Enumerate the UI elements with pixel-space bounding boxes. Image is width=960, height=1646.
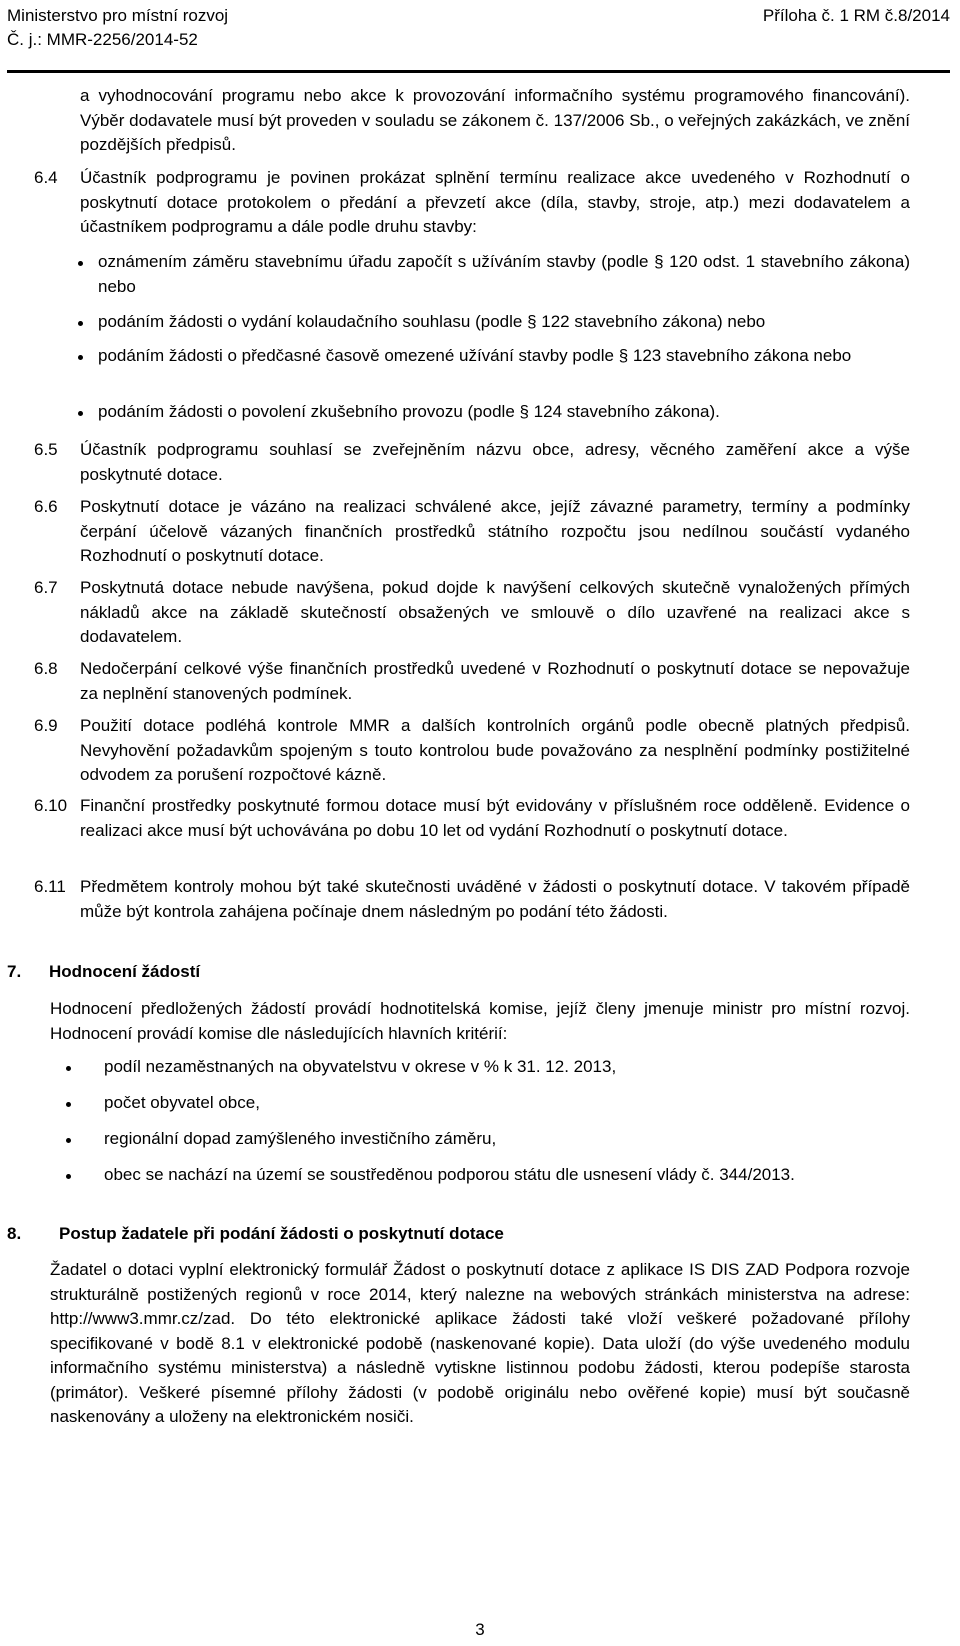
item-6-8	[34, 657, 910, 706]
bullet-item	[98, 310, 910, 335]
bullet-item	[98, 344, 910, 369]
criteria-text: obec se nachází na území se soustředěnou podporou státu dle usnesení vlády č. 344/2013.	[104, 1165, 795, 1184]
bullet-icon	[78, 321, 83, 326]
header-left	[7, 4, 228, 52]
bullet-item	[98, 400, 910, 425]
bullet-item	[98, 250, 910, 299]
item-6-5	[34, 438, 910, 487]
item-number: 6.5	[34, 440, 58, 459]
item-text: Účastník podprogramu je povinen prokázat splnění termínu realizace akce uvedeného v Rozhodnutí o poskytnutí dotace protokolem o předání a převzetí akce (díla, stavby, stroje, atp.) mezi dodavatelem a účastníkem podprogramu a dále podle druhu stavby:	[80, 168, 910, 236]
item-number: 6.6	[34, 497, 58, 516]
bullet-text: oznámením záměru stavebnímu úřadu započít s užíváním stavby (podle § 120 odst. 1 stavebního zákona) nebo	[98, 252, 910, 296]
section-number: 8.	[7, 1224, 22, 1243]
item-6-6	[34, 495, 910, 569]
section-7-heading	[7, 960, 200, 985]
item-number: 6.11	[34, 877, 66, 896]
page-header	[7, 4, 950, 66]
item-text: Poskytnutí dotace je vázáno na realizaci schválené akce, jejíž závazné parametry, termíny a podmínky čerpání účelově vázaných finančních prostředků státního rozpočtu jsou nedílnou součástí vydaného Rozhodnutí o poskytnutí dotace.	[80, 497, 910, 565]
header-ministry: Ministerstvo pro místní rozvoj	[7, 6, 229, 25]
bullet-icon	[66, 1102, 71, 1107]
header-attachment: Příloha č. 1 RM č.8/2014	[762, 6, 950, 25]
bullet-icon	[78, 411, 83, 416]
section-title: Hodnocení žádostí	[49, 962, 201, 981]
item-6-7	[34, 576, 910, 650]
bullet-icon	[78, 261, 83, 266]
item-number: 6.8	[34, 659, 58, 678]
criteria-item	[104, 1127, 910, 1152]
item-6-4	[34, 166, 910, 240]
item-text: Předmětem kontroly mohou být také skutečnosti uváděné v žádosti o poskytnutí dotace. V takovém případě může být kontrola zahájena počínaje dnem následným po podání této žádosti.	[80, 877, 910, 921]
item-text: Nedočerpání celkové výše finančních prostředků uvedené v Rozhodnutí o poskytnutí dotace se nepovažuje za neplnění stanovených podmínek.	[80, 659, 910, 703]
item-6-11	[34, 875, 910, 924]
section-8-heading	[7, 1222, 504, 1247]
criteria-text: počet obyvatel obce,	[104, 1093, 260, 1112]
bullet-icon	[78, 355, 83, 360]
section-number: 7.	[7, 962, 22, 981]
item-number: 6.10	[34, 796, 68, 815]
criteria-item	[104, 1091, 910, 1116]
bullet-text: podáním žádosti o předčasné časově omezené užívání stavby podle § 123 stavebního zákona nebo	[98, 346, 852, 365]
item-number: 6.4	[34, 168, 58, 187]
item-text: Poskytnutá dotace nebude navýšena, pokud dojde k navýšení celkových skutečně vynaložených přímých nákladů akce na základě skutečností obsažených ve smlouvě o dílo uzavřené na realizaci akce s dodavatelem.	[80, 578, 910, 646]
criteria-item	[104, 1163, 910, 1188]
section-8-paragraph: Žadatel o dotaci vyplní elektronický formulář Žádost o poskytnutí dotace z aplikace IS DIS ZAD Podpora rozvoje strukturálně postižených regionů v roce 2014, který nalezne na webových stránkách ministerstva na adrese: http://www3.mmr.cz/zad. Do této elektronické aplikace žádosti také vloží veškeré požadované přílohy specifikované v bodě 8.1 v elektronické podobě (naskenované kopie). Data uloží (do výše uvedeného modulu informačního systému ministerstva) a následně vytiskne listinnou podobu žádosti, kterou podepíše starosta (primátor). Veškeré písemné přílohy žádosti (v podobě originálu nebo ověřené kopie) musí být současně naskenovány a uloženy na elektronickém nosiči.	[50, 1260, 910, 1426]
page-number: 3	[475, 1620, 485, 1639]
item-6-9	[34, 714, 910, 788]
item-text: Použití dotace podléhá kontrole MMR a dalších kontrolních orgánů podle obecně platných předpisů. Nevyhovění požadavkům spojeným s touto kontrolou bude považováno za nesplnění podmínky postižitelné odvodem za porušení rozpočtové kázně.	[80, 716, 910, 784]
intro-continuation: a vyhodnocování programu nebo akce k provozování informačního systému programového financování). Výběr dodavatele musí být proveden v souladu se zákonem č. 137/2006 Sb., o veřejných zakázkách, ve znění pozdějších předpisů.	[80, 86, 910, 154]
section-title: Postup žadatele při podání žádosti o poskytnutí dotace	[59, 1224, 504, 1243]
item-6-10	[34, 794, 910, 843]
bullet-icon	[66, 1174, 71, 1179]
bullet-icon	[66, 1066, 71, 1071]
item-number: 6.9	[34, 716, 58, 735]
header-rule	[7, 70, 950, 73]
bullet-text: podáním žádosti o povolení zkušebního provozu (podle § 124 stavebního zákona).	[98, 402, 720, 421]
header-reference: Č. j.: MMR-2256/2014-52	[7, 30, 198, 49]
section-7-paragraph: Hodnocení předložených žádostí provádí hodnotitelská komise, jejíž členy jmenuje ministr pro místní rozvoj. Hodnocení provádí komise dle následujících hlavních kritérií:	[50, 999, 910, 1043]
item-number: 6.7	[34, 578, 58, 597]
criteria-text: regionální dopad zamýšleného investičního záměru,	[104, 1129, 497, 1148]
item-text: Finanční prostředky poskytnuté formou dotace musí být evidovány v příslušném roce odděleně. Evidence o realizaci akce musí být uchovávána po dobu 10 let od vydání Rozhodnutí o poskytnutí dotace.	[80, 796, 910, 840]
criteria-text: podíl nezaměstnaných na obyvatelstvu v okrese v % k 31. 12. 2013,	[104, 1057, 617, 1076]
bullet-text: podáním žádosti o vydání kolaudačního souhlasu (podle § 122 stavebního zákona) nebo	[98, 312, 766, 331]
item-text: Účastník podprogramu souhlasí se zveřejněním názvu obce, adresy, věcného zaměření akce a výše poskytnuté dotace.	[80, 440, 910, 484]
bullet-icon	[66, 1138, 71, 1143]
criteria-item	[104, 1055, 910, 1080]
